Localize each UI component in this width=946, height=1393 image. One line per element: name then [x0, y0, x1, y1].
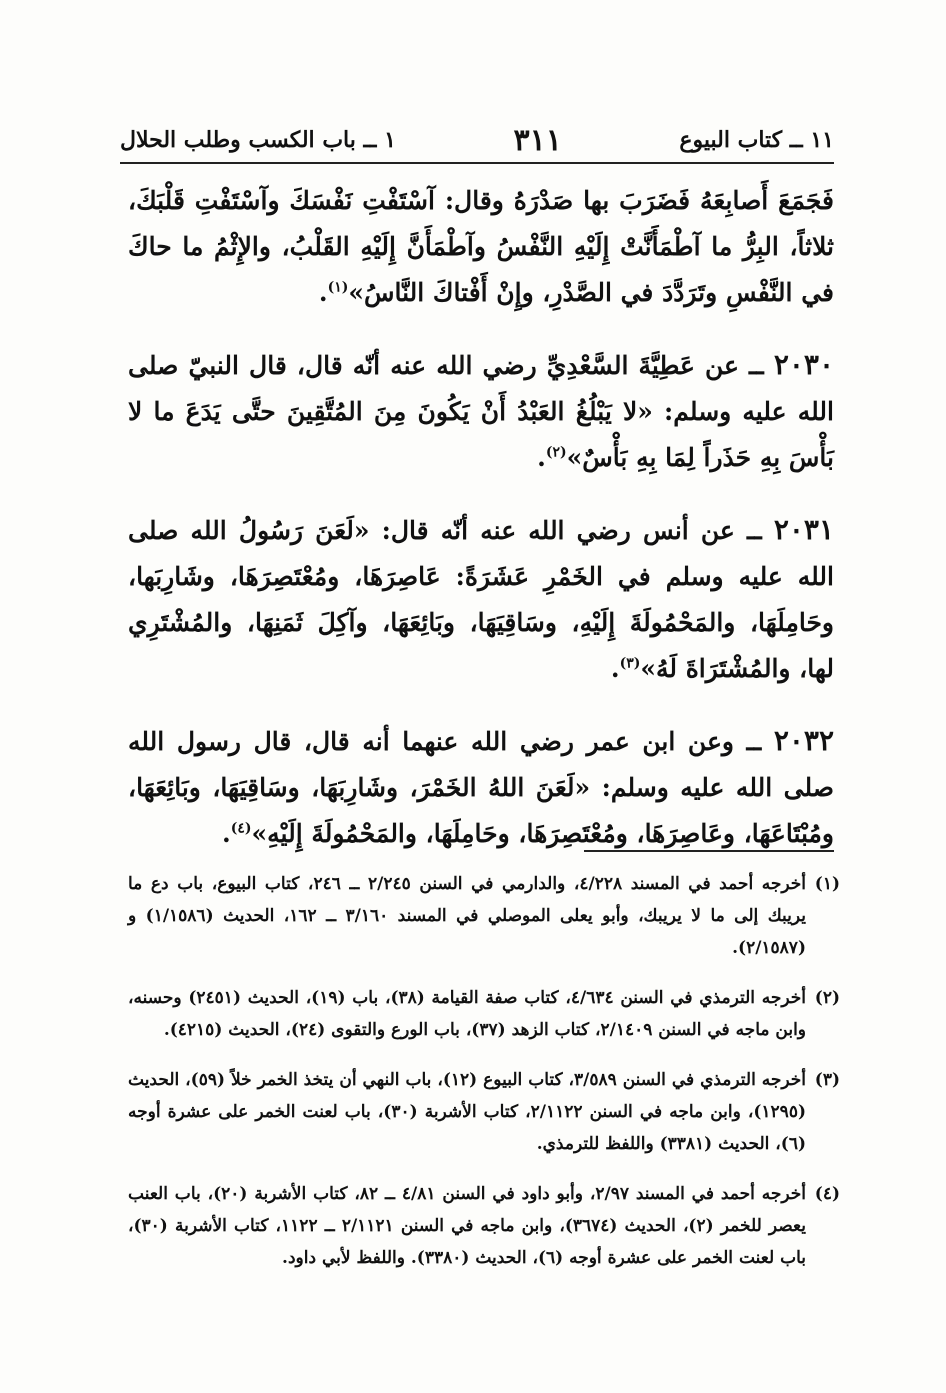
footnote-text: أخرجه أحمد في المسند ٢/٩٧، وأبو داود في السنن ٤/٨١ ــ ٨٢، كتاب الأشربة (٢٠)، باب العنب يعصر للخمر (٢)، الحديث (٣٦٧٤)، وابن ماجه في السنن ٢/١١٢١ ــ ١١٢٢، كتاب الأشربة (٣٠)، باب لعنت الخمر على عشرة أوجه (٦)، الحديث (٣٣٨٠). واللفظ لأبي داود. [128, 1184, 806, 1268]
paragraph-text: فَجَمَعَ أَصابِعَهُ فَضَرَبَ بها صَدْرَهُ وقال: آسْتَفْتِ نَفْسَكَ وآسْتَفْتِ قَلْبَكَ، ثلاثاً، البِرُّ ما آطْمَأَنَّتْ إِلَيْهِ النَّفْسُ وآطْمَأَنَّ إِلَيْهِ القَلْبُ، والإِثْمُ ما حاكَ في النَّفْسِ وتَرَدَّدَ في الصَّدْرِ، وإِنْ أَفْتاكَ النَّاسُ» [128, 186, 834, 307]
footnote-divider [584, 850, 834, 852]
page-number: ٣١١ [513, 122, 562, 158]
footnote-ref: (٣) [619, 655, 641, 672]
paragraph-continuation: فَجَمَعَ أَصابِعَهُ فَضَرَبَ بها صَدْرَهُ وقال: آسْتَفْتِ نَفْسَكَ وآسْتَفْتِ قَلْبَكَ، ثلاثاً، البِرُّ ما آطْمَأَنَّتْ إِلَيْهِ النَّفْسُ وآطْمَأَنَّ إِلَيْهِ القَلْبُ، والإِثْمُ ما حاكَ في النَّفْسِ وتَرَدَّدَ في الصَّدْرِ، وإِنْ أَفْتاكَ النَّاسُ»$^{(١)}$. [128, 186, 834, 307]
footnote-number: (١) [814, 874, 840, 894]
footnote-ref: (١) [327, 279, 349, 296]
page-header [120, 118, 834, 164]
chapter-title: ١ ــ باب الكسب وطلب الحلال [120, 127, 396, 153]
footnote [128, 1064, 840, 1160]
footnote [128, 982, 840, 1046]
footnote [128, 868, 840, 964]
paragraph-text: ــ عن عَطِيَّةَ السَّعْدِيِّ رضي الله عنه أنّه قال، قال النبيّ صلى الله عليه وسلم: «لا يَبْلُغُ العَبْدُ أَنْ يَكُونَ مِنَ المُتَّقِينَ حتَّى يَدَعَ ما لا بَأْسَ بِهِ حَذَراً لِمَا بِهِ بَأْسٌ» [128, 351, 834, 472]
main-text [128, 178, 834, 883]
footnote-ref: (٤) [230, 820, 252, 837]
book-title: ١١ ــ كتاب البيوع [679, 127, 834, 153]
hadith-number: ٢٠٣٢ [773, 724, 834, 757]
footnote-text: أخرجه الترمذي في السنن ٣/٥٨٩، كتاب البيوع (١٢)، باب النهي أن يتخذ الخمر خلاً (٥٩)، الحديث (١٢٩٥)، وابن ماجه في السنن ٢/١١٢٢، كتاب الأشربة (٣٠)، باب لعنت الخمر على عشرة أوجه (٦)، الحديث (٣٣٨١) واللفظ للترمذي. [128, 1070, 807, 1154]
footnote [128, 1178, 840, 1274]
footnote-ref: (٢) [545, 444, 567, 461]
hadith-paragraph: ٢٠٣٠ ــ عن عَطِيَّةَ السَّعْدِيِّ رضي الله عنه أنّه قال، قال النبيّ صلى الله عليه وسلم: «لا يَبْلُغُ العَبْدُ أَنْ يَكُونَ مِنَ المُتَّقِينَ حتَّى يَدَعَ ما لا بَأْسَ بِهِ حَذَراً لِمَا بِهِ بَأْسٌ»$^{(٢)}$. [128, 348, 834, 472]
hadith-number: ٢٠٣٠ [773, 348, 834, 381]
hadith-number: ٢٠٣١ [773, 513, 834, 546]
paragraph-text: ــ عن أنس رضي الله عنه أنّه قال: «لَعَنَ رَسُولُ الله صلى الله عليه وسلم في الخَمْرِ عَشَرَةً: عَاصِرَهَا، ومُعْتَصِرَهَا، وشَارِبَها، وحَامِلَهَا، والمَحْمُولَةَ إِلَيْهِ، وسَاقِيَهَا، وبَائِعَهَا، وآكِلَ ثَمَنِهَا، والمُشْتَرِي لها، والمُشْتَرَاةَ لَهُ» [128, 516, 834, 683]
hadith-paragraph: ٢٠٣١ ــ عن أنس رضي الله عنه أنّه قال: «لَعَنَ رَسُولُ الله صلى الله عليه وسلم في الخَمْرِ عَشَرَةً: عَاصِرَهَا، ومُعْتَصِرَهَا، وشَارِبَها، وحَامِلَهَا، والمَحْمُولَةَ إِلَيْهِ، وسَاقِيَهَا، وبَائِعَهَا، وآكِلَ ثَمَنِهَا، والمُشْتَرِي لها، والمُشْتَرَاةَ لَهُ»$^{(٣)}$. [128, 513, 834, 683]
footnotes [128, 868, 840, 1292]
footnote-number: (٤) [814, 1184, 840, 1204]
footnote-text: أخرجه أحمد في المسند ٤/٢٢٨، والدارمي في السنن ٢/٢٤٥ ــ ٢٤٦، كتاب البيوع، باب دع ما يريبك إلى ما لا يريبك، وأبو يعلى الموصلي في المسند ٣/١٦٠ ــ ١٦٢، الحديث (١/١٥٨٦) و (٢/١٥٨٧). [128, 874, 807, 958]
footnote-text: أخرجه الترمذي في السنن ٤/٦٣٤، كتاب صفة القيامة (٣٨)، باب (١٩)، الحديث (٢٤٥١) وحسنه، وابن ماجه في السنن ٢/١٤٠٩، كتاب الزهد (٣٧)، باب الورع والتقوى (٢٤)، الحديث (٤٢١٥). [128, 988, 806, 1040]
footnote-number: (٢) [814, 988, 840, 1008]
hadith-paragraph: ٢٠٣٢ ــ وعن ابن عمر رضي الله عنهما أنه قال، قال رسول الله صلى الله عليه وسلم: «لَعَنَ اللهُ الخَمْرَ، وشَارِبَهَا، وسَاقِيَهَا، وبَائِعَهَا، ومُبْتَاعَهَا، وعَاصِرَهَا، ومُعْتَصِرَهَا، وحَامِلَهَا، والمَحْمُولَةَ إِلَيْهِ»$^{(٤)}$. [128, 724, 834, 848]
footnote-number: (٣) [814, 1070, 840, 1090]
paragraph-text: ــ وعن ابن عمر رضي الله عنهما أنه قال، قال رسول الله صلى الله عليه وسلم: «لَعَنَ اللهُ الخَمْرَ، وشَارِبَهَا، وسَاقِيَهَا، وبَائِعَهَا، ومُبْتَاعَهَا، وعَاصِرَهَا، ومُعْتَصِرَهَا، وحَامِلَهَا، والمَحْمُولَةَ إِلَيْهِ» [128, 727, 834, 848]
